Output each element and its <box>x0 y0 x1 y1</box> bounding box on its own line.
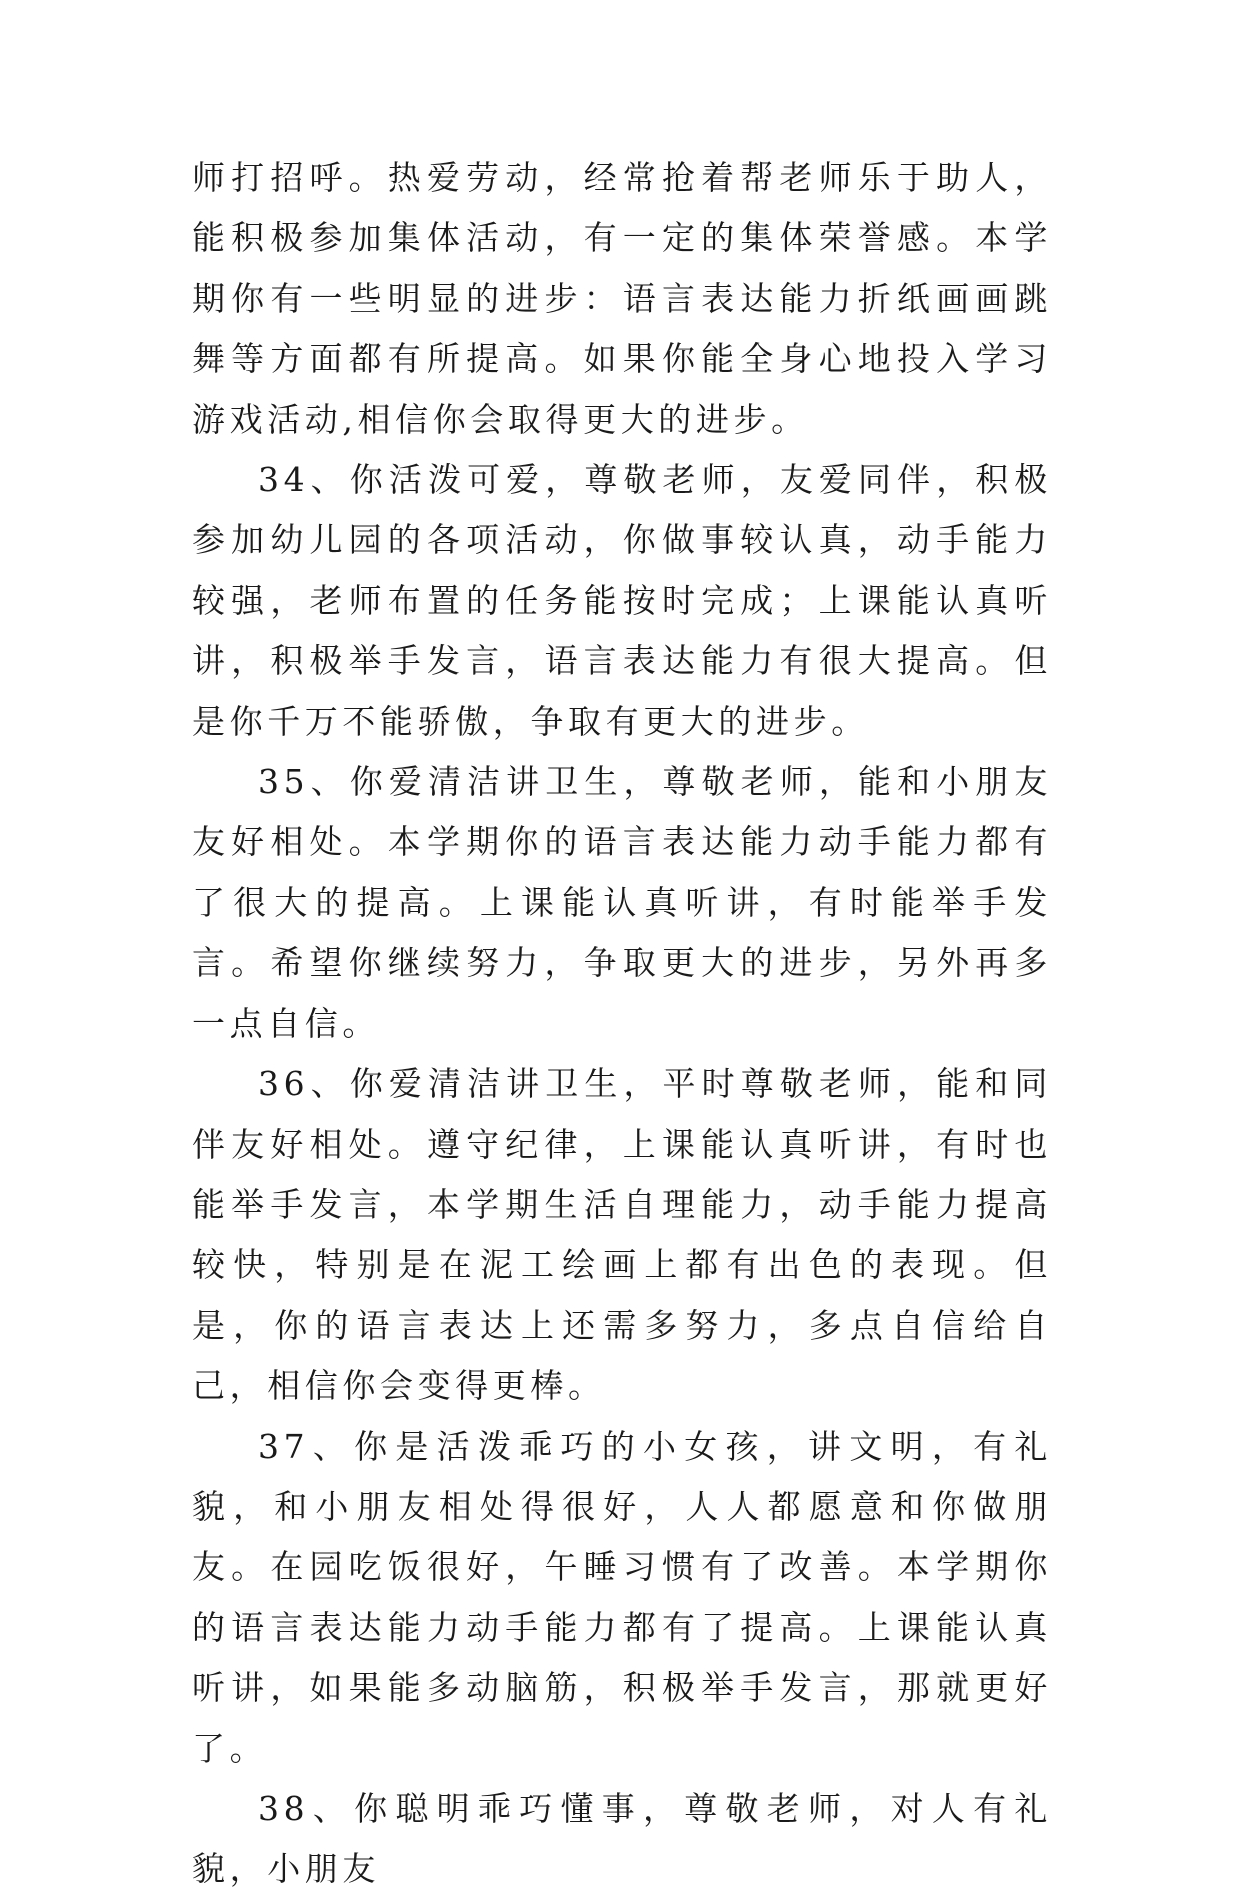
paragraph-comment-34: 34、你活泼可爱，尊敬老师，友爱同伴，积极参加幼儿园的各项活动，你做事较认真，动手能力较强，老师布置的任务能按时完成；上课能认真听讲，积极举手发言，语言表达能力有很大提高。但是你千万不能骄傲，争取有更大的进步。 <box>192 460 1052 741</box>
paragraph-comment-35: 35、你爱清洁讲卫生，尊敬老师，能和小朋友友好相处。本学期你的语言表达能力动手能力都有了很大的提高。上课能认真听讲，有时能举手发言。希望你继续努力，争取更大的进步，另外再多一点自信。 <box>192 762 1052 1043</box>
paragraph-comment-38: 38、你聪明乖巧懂事，尊敬老师，对人有礼貌，小朋友 <box>192 1788 1052 1889</box>
paragraph-comment-36: 36、你爱清洁讲卫生，平时尊敬老师，能和同伴友好相处。遵守纪律，上课能认真听讲，有时也能举手发言，本学期生活自理能力，动手能力提高较快，特别是在泥工绘画上都有出色的表现。但是，你的语言表达上还需多努力，多点自信给自己，相信你会变得更棒。 <box>192 1064 1052 1406</box>
document-body <box>192 148 1052 1900</box>
paragraph-continued: 师打招呼。热爱劳动，经常抢着帮老师乐于助人，能积极参加集体活动，有一定的集体荣誉感。本学期你有一些明显的进步：语言表达能力折纸画画跳舞等方面都有所提高。如果你能全身心地投入学习游戏活动,相信你会取得更大的进步。 <box>192 158 1052 439</box>
paragraph-comment-37: 37、你是活泼乖巧的小女孩，讲文明，有礼貌，和小朋友相处得很好，人人都愿意和你做朋友。在园吃饭很好，午睡习惯有了改善。本学期你的语言表达能力动手能力都有了提高。上课能认真听讲，如果能多动脑筋，积极举手发言，那就更好了。 <box>192 1426 1052 1768</box>
